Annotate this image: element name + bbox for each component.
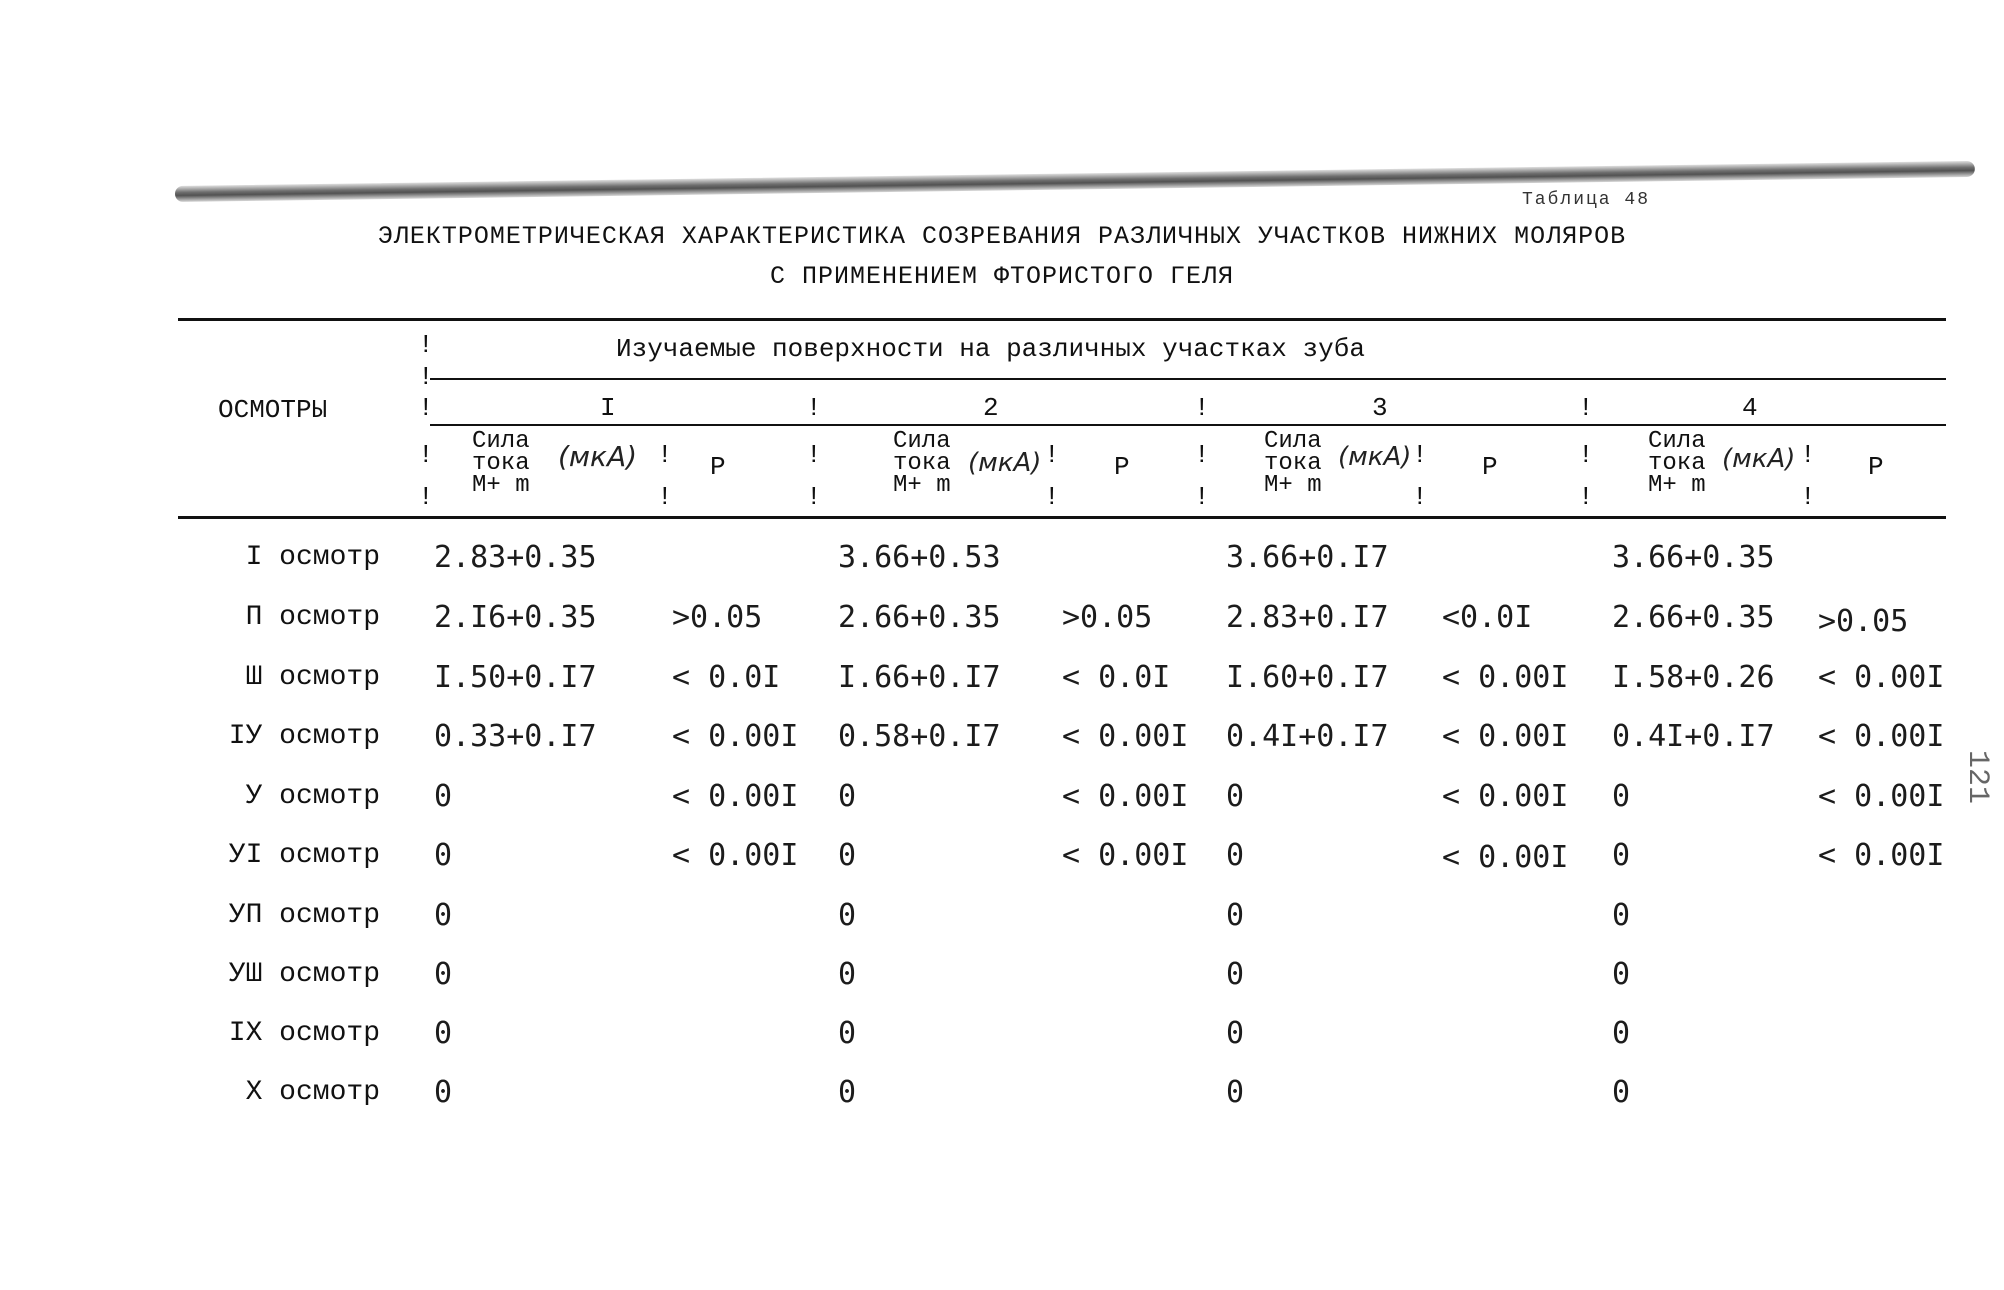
separator-mark: ! (418, 482, 434, 512)
current-value: 2.I6+0.35 (434, 600, 597, 635)
current-value: 0 (838, 1016, 857, 1051)
separator-mark: ! (1578, 393, 1594, 423)
current-value: 0 (434, 957, 453, 992)
current-value: 0 (1612, 1016, 1631, 1051)
p-value: < 0.00I (672, 719, 799, 754)
table-top-rule (178, 318, 1946, 321)
current-value: 2.83+0.35 (434, 540, 597, 575)
p-label: Р (710, 452, 726, 482)
row-label: УI осмотр (228, 840, 380, 871)
p-value: < 0.0I (672, 660, 781, 695)
table-title-line1: ЭЛЕКТРОМЕТРИЧЕСКАЯ ХАРАКТЕРИСТИКА СОЗРЕВАНИЯ РАЗЛИЧНЫХ УЧАСТКОВ НИЖНИХ МОЛЯРОВ (377, 222, 1627, 251)
current-label-line1: Сила (1648, 428, 1706, 455)
row-label: УШ осмотр (228, 959, 380, 990)
p-value: < 0.00I (672, 779, 799, 814)
current-label-line2: тока (1264, 450, 1322, 477)
separator-mark: ! (1044, 482, 1060, 512)
separator-mark: ! (1800, 440, 1816, 470)
page-number: 121 (1960, 749, 1995, 805)
current-value: 0 (838, 838, 857, 873)
separator-mark: ! (657, 440, 673, 470)
current-value: 0.58+0.I7 (838, 719, 1001, 754)
separator-mark: ! (1578, 482, 1594, 512)
current-value: 0 (434, 1075, 453, 1110)
p-value: < 0.00I (1442, 840, 1569, 875)
p-value: >0.05 (672, 600, 763, 635)
header-surfaces: Изучаемые поверхности на различных участках зуба (616, 334, 1365, 364)
table-title-line2: С ПРИМЕНЕНИЕМ ФТОРИСТОГО ГЕЛЯ (769, 262, 1235, 291)
separator-mark: ! (418, 362, 434, 392)
p-label: Р (1114, 452, 1130, 482)
current-value: 0 (434, 838, 453, 873)
p-value: < 0.00I (1442, 719, 1569, 754)
zone-label-4: 4 (1742, 393, 1758, 423)
p-label: Р (1868, 452, 1884, 482)
current-value: 0 (838, 957, 857, 992)
zone-label-3: 3 (1372, 393, 1388, 423)
current-value: 3.66+0.I7 (1226, 540, 1389, 575)
current-value: I.50+0.I7 (434, 660, 597, 695)
separator-mark: ! (1194, 482, 1210, 512)
table-label: Таблица 48 (1522, 190, 1651, 210)
p-value: < 0.00I (1442, 779, 1569, 814)
current-value: 0 (1226, 838, 1245, 873)
current-value: 0.33+0.I7 (434, 719, 597, 754)
p-value: < 0.00I (1062, 779, 1189, 814)
separator-mark: ! (806, 393, 822, 423)
separator-mark: ! (1044, 440, 1060, 470)
current-value: 0 (1226, 957, 1245, 992)
current-value: 0 (1226, 898, 1245, 933)
current-value: 0 (434, 898, 453, 933)
zone-label-2: 2 (983, 393, 999, 423)
current-value: 2.66+0.35 (1612, 600, 1775, 635)
row-label: П осмотр (245, 602, 380, 633)
current-value: I.58+0.26 (1612, 660, 1775, 695)
p-value: < 0.0I (1062, 660, 1171, 695)
current-value: 0 (1612, 957, 1631, 992)
separator-mark: ! (806, 440, 822, 470)
current-value: 0 (838, 779, 857, 814)
row-label: Х осмотр (245, 1077, 380, 1108)
row-label: УП осмотр (228, 900, 380, 931)
separator-mark: ! (1194, 440, 1210, 470)
p-value: < 0.00I (1818, 838, 1945, 873)
current-value: 0.4I+0.I7 (1226, 719, 1389, 754)
p-value: < 0.00I (1062, 838, 1189, 873)
current-value: 0 (434, 1016, 453, 1051)
current-value: I.66+0.I7 (838, 660, 1001, 695)
header-rule-2 (430, 424, 1946, 426)
header-rule-1 (430, 378, 1946, 380)
zone-label-1: I (600, 393, 616, 423)
separator-mark: ! (1412, 440, 1428, 470)
current-label-line1: Сила (472, 428, 530, 455)
current-value: 0 (1226, 1075, 1245, 1110)
unit-handwritten: (мкА) (968, 448, 1042, 478)
separator-mark: ! (1578, 440, 1594, 470)
p-value: < 0.00I (1818, 660, 1945, 695)
p-value: < 0.00I (1442, 660, 1569, 695)
current-label-line3: М+ m (1264, 472, 1322, 499)
current-label-line2: тока (472, 450, 530, 477)
p-value: < 0.00I (1062, 719, 1189, 754)
row-label: У осмотр (245, 781, 380, 812)
current-value: 0 (838, 1075, 857, 1110)
header-bottom-rule (178, 516, 1946, 519)
current-label-line2: тока (1648, 450, 1706, 477)
separator-mark: ! (418, 440, 434, 470)
current-label-line2: тока (893, 450, 951, 477)
separator-mark: ! (1412, 482, 1428, 512)
page-edge-shadow (175, 161, 1975, 202)
current-value: 2.66+0.35 (838, 600, 1001, 635)
current-value: 0.4I+0.I7 (1612, 719, 1775, 754)
current-value: 0 (1612, 1075, 1631, 1110)
unit-handwritten: (мкА) (558, 440, 638, 473)
row-label: IХ осмотр (228, 1018, 380, 1049)
separator-mark: ! (657, 482, 673, 512)
current-value: 0 (434, 779, 453, 814)
p-label: Р (1482, 452, 1498, 482)
separator-mark: ! (806, 482, 822, 512)
p-value: < 0.00I (672, 838, 799, 873)
separator-mark: ! (1194, 393, 1210, 423)
current-value: 0 (1226, 1016, 1245, 1051)
p-value: <0.0I (1442, 600, 1533, 635)
unit-handwritten: (мкА) (1722, 444, 1796, 474)
unit-handwritten: (мкА) (1338, 442, 1412, 472)
current-label-line1: Сила (1264, 428, 1322, 455)
row-label: Ш осмотр (245, 662, 380, 693)
separator-mark: ! (418, 330, 434, 360)
current-label-line3: М+ m (1648, 472, 1706, 499)
current-value: 0 (1612, 838, 1631, 873)
current-value: 0 (1226, 779, 1245, 814)
current-value: 0 (1612, 779, 1631, 814)
p-value: >0.05 (1062, 600, 1153, 635)
current-value: 2.83+0.I7 (1226, 600, 1389, 635)
current-label-line1: Сила (893, 428, 951, 455)
p-value: < 0.00I (1818, 779, 1945, 814)
separator-mark: ! (1800, 482, 1816, 512)
current-label-line3: М+ m (472, 472, 530, 499)
current-value: 3.66+0.53 (838, 540, 1001, 575)
current-value: 0 (1612, 898, 1631, 933)
current-value: 0 (838, 898, 857, 933)
row-label: I осмотр (245, 542, 380, 573)
header-examinations: ОСМОТРЫ (218, 395, 328, 425)
row-label: IУ осмотр (228, 721, 380, 752)
p-value: >0.05 (1818, 604, 1909, 639)
p-value: < 0.00I (1818, 719, 1945, 754)
current-value: I.60+0.I7 (1226, 660, 1389, 695)
separator-mark: ! (418, 393, 434, 423)
current-value: 3.66+0.35 (1612, 540, 1775, 575)
current-label-line3: М+ m (893, 472, 951, 499)
